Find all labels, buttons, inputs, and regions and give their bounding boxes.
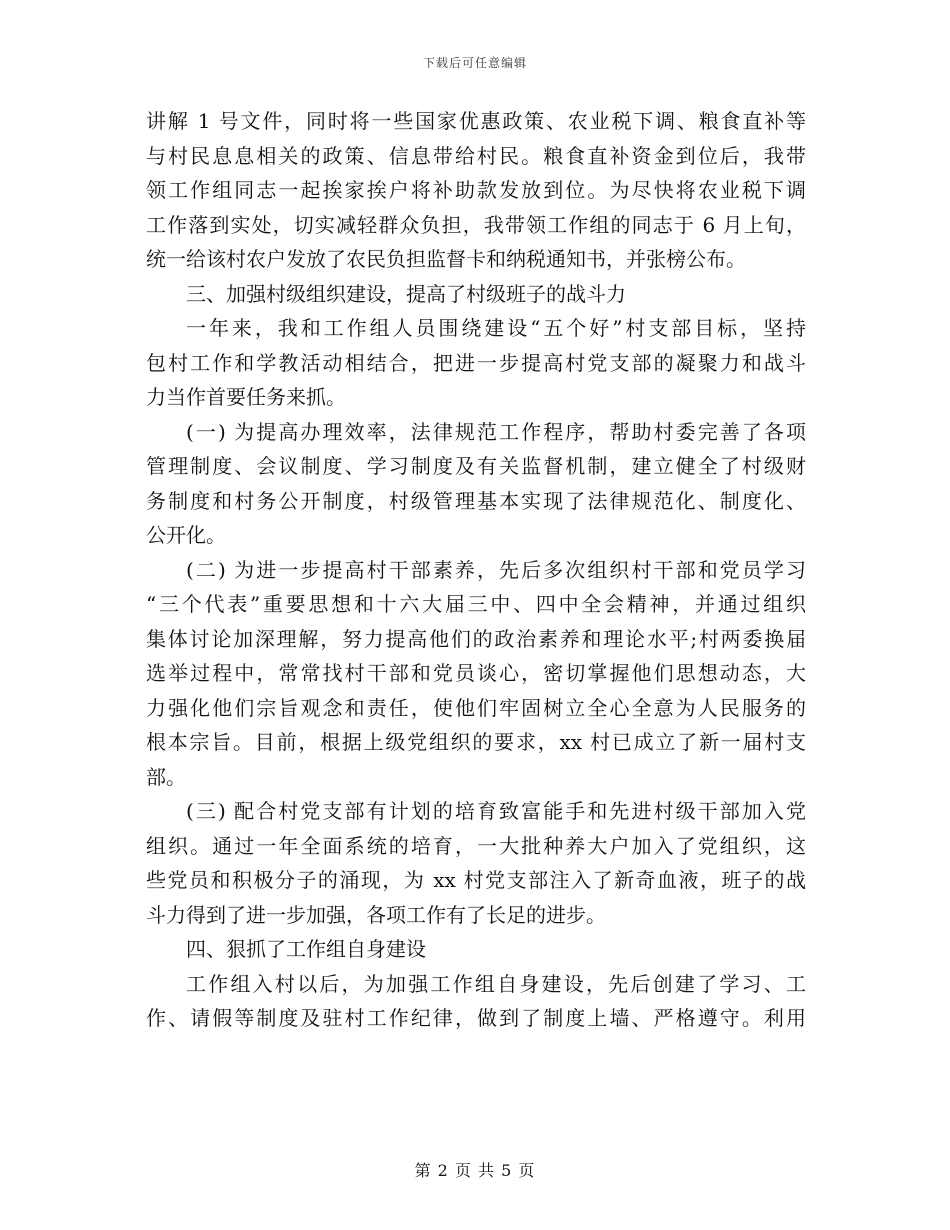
text-line: 力当作首要任务来抓。 <box>146 385 346 409</box>
text-line: 三、加强村级组织建设，提高了村级班子的战斗力 <box>186 281 626 306</box>
page-footer: 第 2 页 共 5 页 <box>414 1161 536 1180</box>
text-line: 务制度和村务公开制度，村级管理基本实现了法律规范化、制度化、 <box>146 488 806 513</box>
text-line: 作、请假等制度及驻村工作纪律，做到了制度上墙、严格遵守。利用 <box>146 1006 806 1030</box>
document-body <box>146 104 806 1036</box>
text-line: 统一给该村农户发放了农民负担监督卡和纳税通知书，并张榜公布。 <box>146 247 746 271</box>
text-line: 管理制度、会议制度、学习制度及有关监督机制，建立健全了村级财 <box>146 454 806 478</box>
text-line: 选举过程中，常常找村干部和党员谈心，密切掌握他们思想动态，大 <box>146 661 806 685</box>
text-line: 组织。通过一年全面系统的培育，一大批种养大户加入了党组织，这 <box>146 833 806 858</box>
text-line: 包村工作和学教活动相结合，把进一步提高村党支部的凝聚力和战斗 <box>146 350 806 375</box>
text-line: 讲解 1 号文件，同时将一些国家优惠政策、农业税下调、粮食直补等 <box>146 109 806 133</box>
text-line: “三个代表”重要思想和十六大届三中、四中全会精神，并通过组织 <box>146 592 806 616</box>
text-line: (三) 配合村党支部有计划的培育致富能手和先进村级干部加入党 <box>186 799 806 823</box>
text-line: 四、狠抓了工作组自身建设 <box>186 937 426 961</box>
page-header: 下载后可任意编辑 <box>422 56 527 70</box>
text-line: 工作落到实处，切实减轻群众负担，我带领工作组的同志于 6 月上旬， <box>146 212 806 237</box>
text-line: (一) 为提高办理效率，法律规范工作程序，帮助村委完善了各项 <box>186 419 806 444</box>
text-line: (二) 为进一步提高村干部素养，先后多次组织村干部和党员学习 <box>186 557 806 582</box>
text-line: 些党员和积极分子的涌现，为 xx 村党支部注入了新奇血液，班子的战 <box>146 868 806 892</box>
text-line: 公开化。 <box>146 523 226 547</box>
text-line: 领工作组同志一起挨家挨户将补助款发放到位。为尽快将农业税下调 <box>146 178 806 202</box>
text-line: 集体讨论加深理解，努力提高他们的政治素养和理论水平;村两委换届 <box>146 626 806 651</box>
text-line: 工作组入村以后，为加强工作组自身建设，先后创建了学习、工 <box>186 971 806 996</box>
text-line: 力强化他们宗旨观念和责任，使他们牢固树立全心全意为人民服务的 <box>146 695 806 720</box>
text-line: 一年来，我和工作组人员围绕建设“五个好”村支部目标，坚持 <box>186 316 806 340</box>
text-line: 根本宗旨。目前，根据上级党组织的要求，xx 村已成立了新一届村支 <box>146 730 806 754</box>
text-line: 斗力得到了进一步加强，各项工作有了长足的进步。 <box>146 902 606 927</box>
text-line: 与村民息息相关的政策、信息带给村民。粮食直补资金到位后，我带 <box>146 143 806 168</box>
text-line: 部。 <box>146 764 186 789</box>
